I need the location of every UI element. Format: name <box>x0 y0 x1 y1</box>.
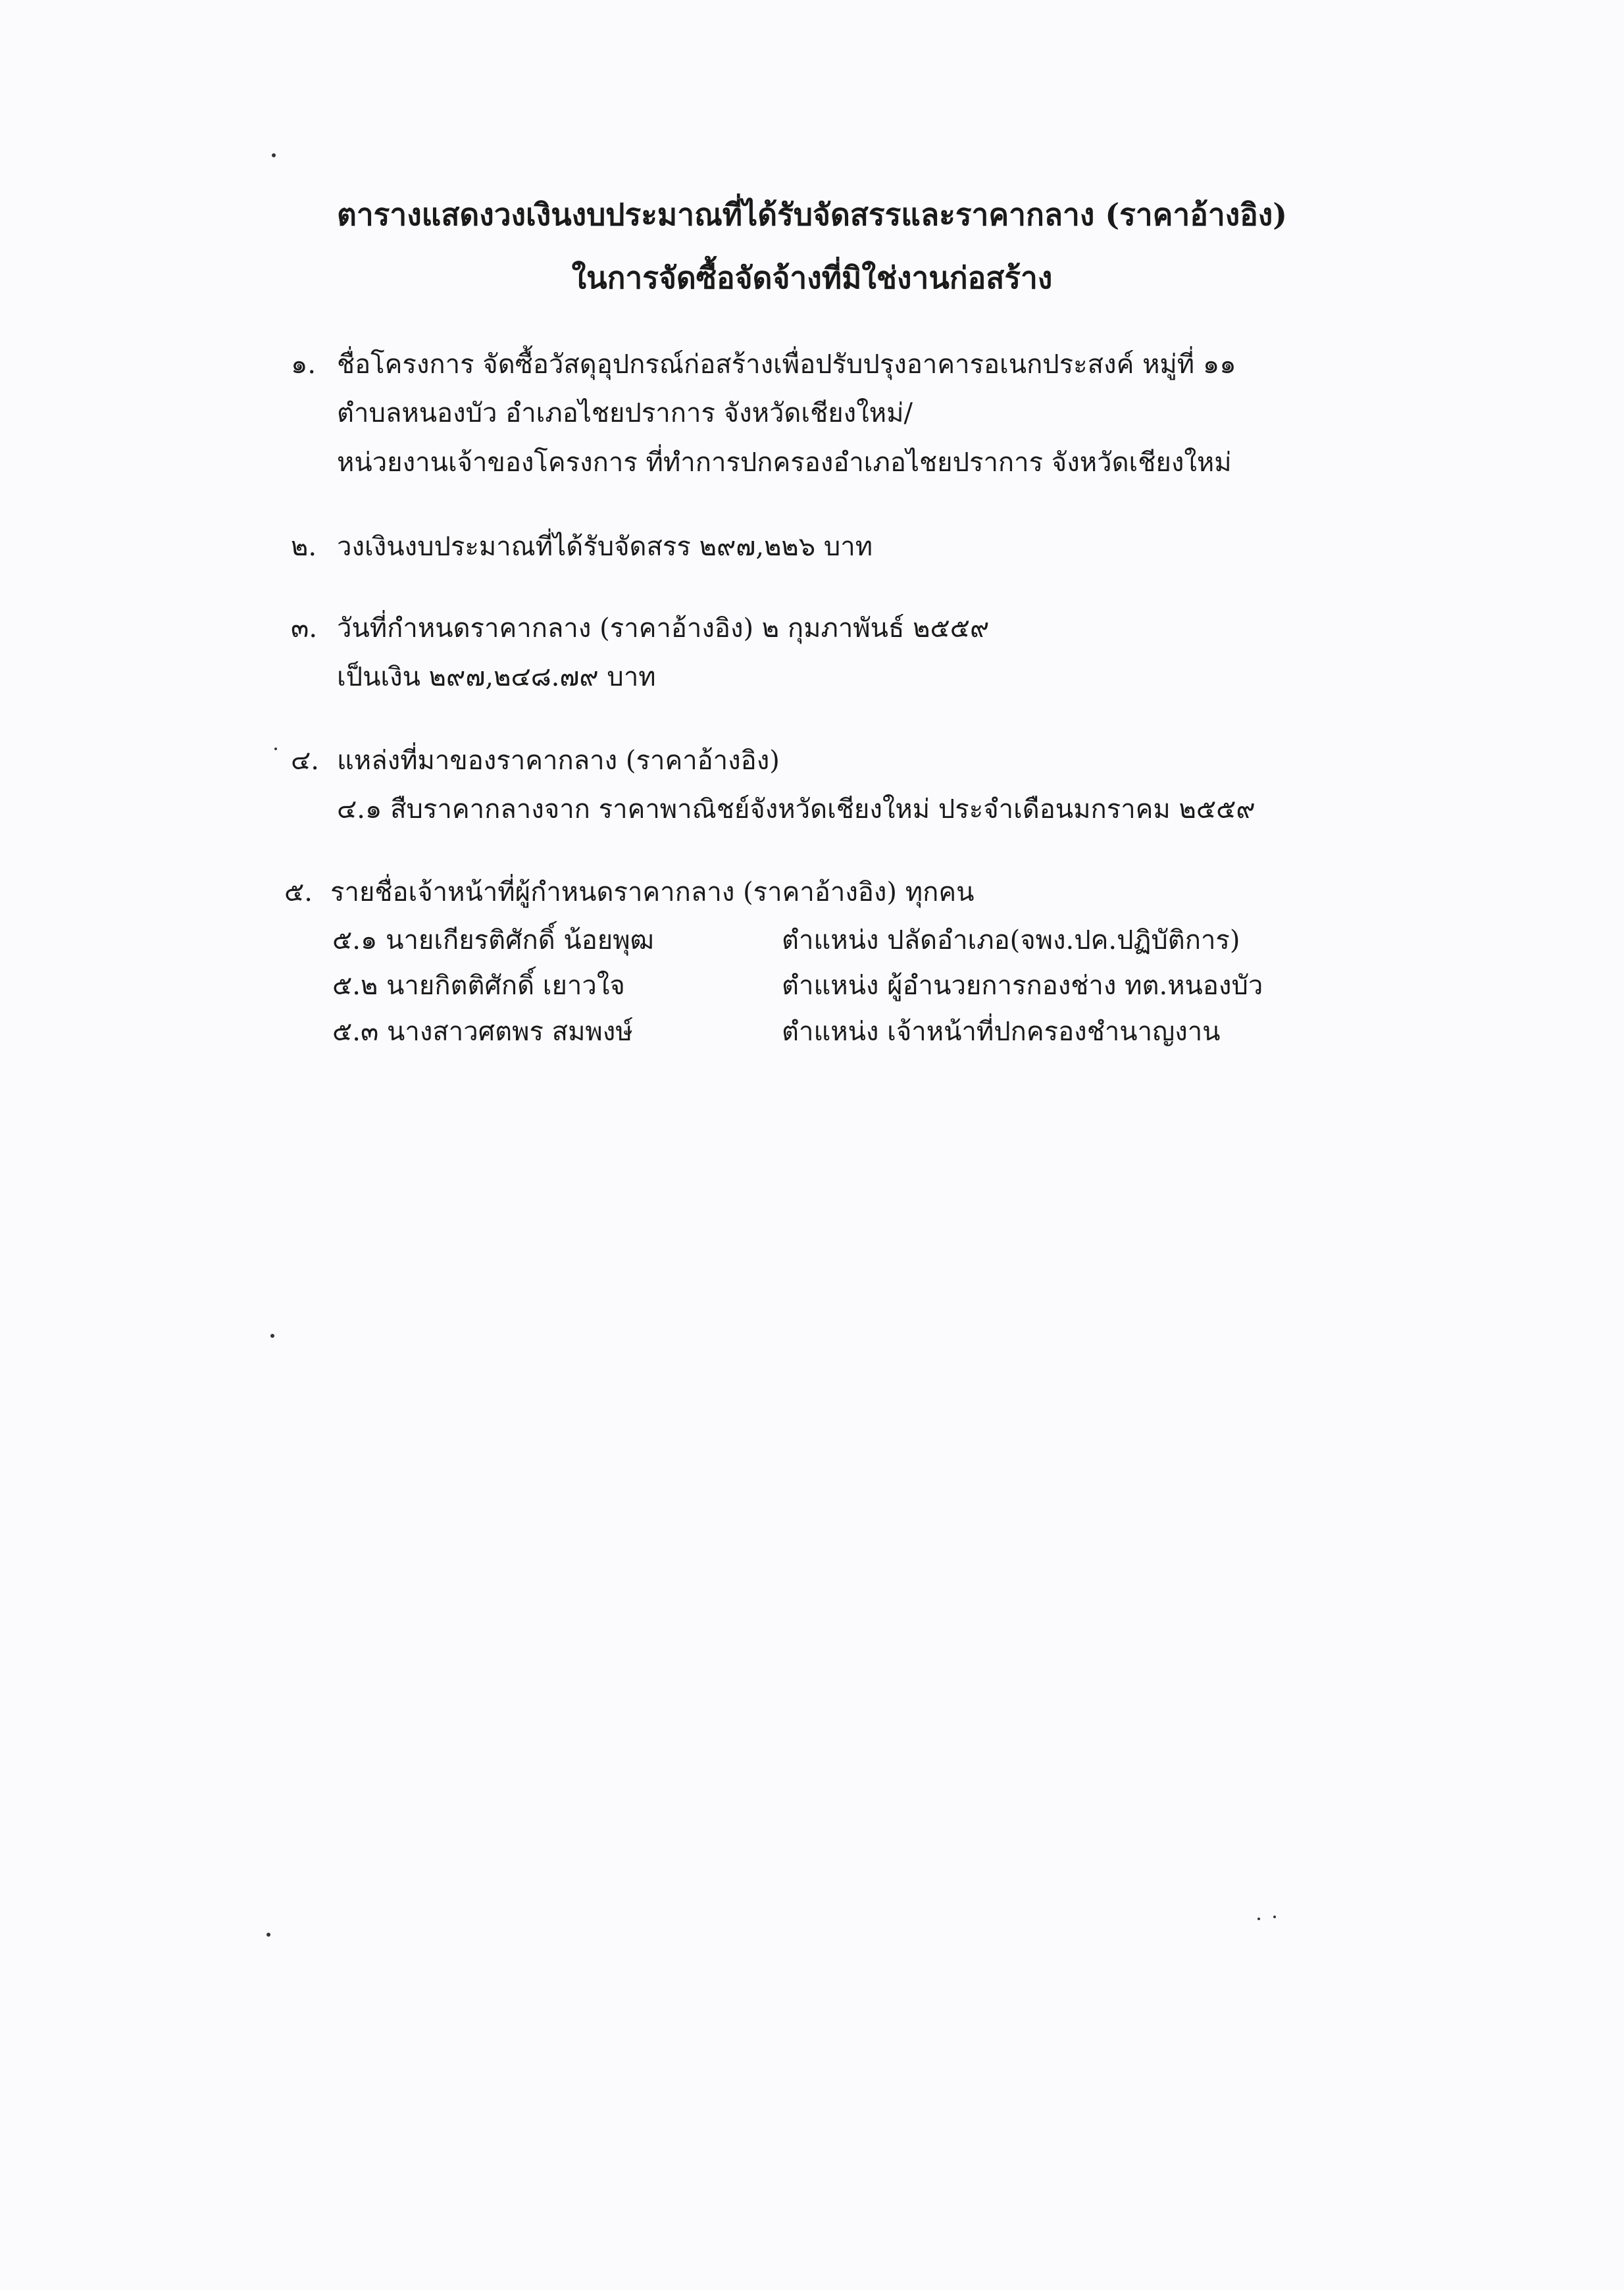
scan-speck <box>266 1933 270 1937</box>
item-1-line1: ชื่อโครงการ จัดซื้อวัสดุอุปกรณ์ก่อสร้างเพื่อปรับปรุงอาคารอเนกประสงค์ หมู่ที่ ๑๑ <box>337 349 1236 380</box>
item-4-number: ๔. <box>291 746 319 776</box>
item-1-line3: หน่วยงานเจ้าของโครงการ ที่ทำการปกครองอำเภอไชยปราการ จังหวัดเชียงใหม่ <box>337 447 1232 478</box>
person-3-name: ๕.๓ นางสาวศตพร สมพงษ์ <box>332 1017 633 1047</box>
scan-speck <box>270 1334 274 1338</box>
item-5-line1: รายชื่อเจ้าหน้าที่ผู้กำหนดราคากลาง (ราคาอ้างอิง) ทุกคน <box>330 877 975 907</box>
item-1-number: ๑. <box>291 349 317 380</box>
scan-speck <box>1257 1918 1260 1920</box>
item-3-line2: เป็นเงิน ๒๙๗,๒๔๘.๗๙ บาท <box>337 662 656 692</box>
person-2-position: ตำแหน่ง ผู้อำนวยการกองช่าง ทต.หนองบัว <box>782 971 1263 1001</box>
person-2-name: ๕.๒ นายกิตติศักดิ์ เยาวใจ <box>332 971 625 1001</box>
scan-speck <box>1273 1916 1276 1918</box>
item-4-line1: แหล่งที่มาของราคากลาง (ราคาอ้างอิง) <box>337 746 780 776</box>
item-1-line2: ตำบลหนองบัว อำเภอไชยปราการ จังหวัดเชียงใหม่/ <box>337 398 913 428</box>
document-title-line1: ตารางแสดงวงเงินงบประมาณที่ได้รับจัดสรรและราคากลาง (ราคาอ้างอิง) <box>336 197 1288 232</box>
scan-speck <box>272 153 276 157</box>
scan-speck <box>274 748 277 750</box>
item-3-line1: วันที่กำหนดราคากลาง (ราคาอ้างอิง) ๒ กุมภาพันธ์ ๒๕๕๙ <box>337 613 990 644</box>
item-2-line1: วงเงินงบประมาณที่ได้รับจัดสรร ๒๙๗,๒๒๖ บาท <box>337 532 873 562</box>
item-5-number: ๕. <box>284 877 313 907</box>
person-1-position: ตำแหน่ง ปลัดอำเภอ(จพง.ปค.ปฏิบัติการ) <box>782 925 1240 955</box>
document-title-line2: ในการจัดซื้อจัดจ้างที่มิใช่งานก่อสร้าง <box>571 260 1053 295</box>
item-3-number: ๓. <box>291 613 318 644</box>
person-1-name: ๕.๑ นายเกียรติศักดิ์ น้อยพุฒ <box>332 925 654 955</box>
person-3-position: ตำแหน่ง เจ้าหน้าที่ปกครองชำนาญงาน <box>782 1017 1221 1047</box>
item-4-line2: ๔.๑ สืบราคากลางจาก ราคาพาณิชย์จังหวัดเชียงใหม่ ประจำเดือนมกราคม ๒๕๕๙ <box>337 794 1256 825</box>
item-2-number: ๒. <box>291 532 317 562</box>
